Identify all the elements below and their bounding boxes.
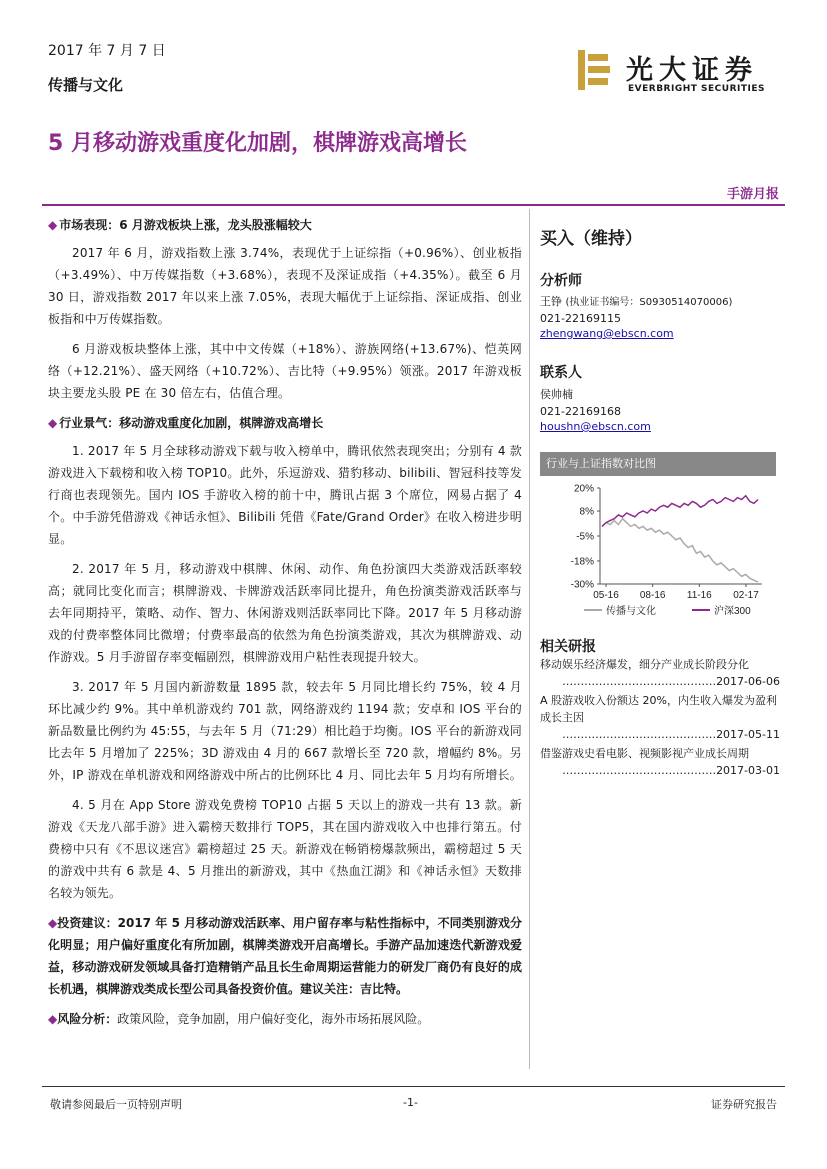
chart-lines bbox=[602, 496, 758, 582]
logo-cn-text: 光大证券 bbox=[626, 55, 758, 86]
footer-report-label: 证券研究报告 bbox=[711, 1098, 777, 1111]
diamond-icon: ◆ bbox=[48, 416, 58, 430]
x-tick-label: 02-17 bbox=[733, 590, 759, 601]
column-divider bbox=[529, 209, 530, 1069]
footer-divider bbox=[42, 1086, 785, 1087]
research-title: 移动娱乐经济爆发，细分产业成长阶段分化 bbox=[540, 658, 749, 671]
report-date: 2017 年 7 月 7 日 bbox=[48, 43, 166, 59]
y-tick-label: -5% bbox=[576, 531, 594, 543]
x-tick-label: 11-16 bbox=[686, 590, 712, 601]
y-tick-label: 8% bbox=[579, 506, 594, 518]
x-tick-label: 08-16 bbox=[639, 590, 666, 601]
diamond-icon: ◆ bbox=[48, 916, 58, 930]
main-column bbox=[48, 212, 522, 1030]
legend-label: 沪深300 bbox=[714, 606, 751, 617]
risk-analysis bbox=[48, 1008, 522, 1030]
page-number: -1- bbox=[403, 1096, 418, 1109]
research-title: 借鉴游戏史看电影、视频影视产业成长周期 bbox=[540, 747, 749, 760]
y-tick-label: -18% bbox=[570, 556, 594, 568]
market-paragraph-2: 6 月游戏板块整体上涨，其中中文传媒（+18%）、游族网络(+13.67%)、恺英网络（+12.21%）、盛天网络（+10.72%）、吉比特（+9.95%）领涨。2017 年游戏板块主要龙头股 PE 在 30 倍左右，估值合理。 bbox=[48, 342, 522, 400]
header-divider bbox=[42, 204, 785, 206]
research-item[interactable] bbox=[540, 745, 780, 779]
x-tick-label: 05-16 bbox=[593, 590, 619, 601]
investment-advice: ◆投资建议：2017 年 5 月移动游戏活跃率、用户留存率与粘性指标中，不同类别游戏分化明显；用户偏好重度化有所加剧，棋牌类游戏开启高增长。手游产品加速迭代新游戏爱益，移动游戏研发领域具备打造精销产品且长生命周期运营能力的研发厂商仍有良好的成长机遇，棋牌游戏类成长型公司具备投资价值。建议关注：吉比特。 bbox=[48, 916, 522, 996]
research-item[interactable] bbox=[540, 692, 780, 743]
diamond-icon: ◆ bbox=[48, 218, 58, 232]
contact-name: 侯帅楠 bbox=[540, 388, 573, 401]
industry-paragraph-1: 1. 2017 年 5 月全球移动游戏下载与收入榜单中，腾讯依然表现突出；分别有 4 款游戏进入下载榜和收入榜 TOP10。此外，乐逗游戏、猎豹移动、bilibili、智冠科技等发行商也表现领先。国内 IOS 手游收入榜的前十中，腾讯占据 3 个席位，网易占据了 4 个。中手游凭借游戏《神话永恒》、Bilibili 凭借《Fate/Grand Order》在收入榜进步明显。 bbox=[48, 444, 522, 546]
analyst-phone: 021-22169115 bbox=[540, 312, 621, 325]
rating: 买入（维持） bbox=[540, 229, 642, 249]
y-tick-label: -30% bbox=[570, 579, 594, 591]
related-research-list bbox=[540, 656, 780, 781]
market-paragraph-1: 2017 年 6 月，游戏指数上涨 3.74%，表现优于上证综指（+0.96%）、创业板指（+3.49%）、中万传媒指数（+3.68%），表现不及深证成指（+4.35%）。截至 6 月 30 日，游戏指数 2017 年以来上涨 7.05%，表现大幅优于上证综指、深证成指、创业板指和中万传媒指数。 bbox=[48, 246, 522, 326]
analyst-email-link[interactable]: zhengwang@ebscn.com bbox=[540, 327, 674, 340]
report-title: 5 月移动游戏重度化加剧，棋牌游戏高增长 bbox=[48, 131, 467, 156]
chart-legend bbox=[584, 604, 751, 617]
chart-title: 行业与上证指数对比图 bbox=[540, 452, 776, 476]
risk-label: 风险分析： bbox=[57, 1012, 118, 1026]
legend-label: 传播与文化 bbox=[606, 606, 656, 617]
risk-text: 政策风险，竞争加剧，用户偏好变化，海外市场拓展风险。 bbox=[117, 1012, 430, 1026]
logo-en-text: EVERBRIGHT SECURITIES bbox=[628, 84, 765, 94]
industry-section-heading: ◆ 行业景气：移动游戏重度化加剧，棋牌游戏高增长 bbox=[48, 416, 324, 430]
contact-heading: 联系人 bbox=[540, 365, 582, 381]
analyst-heading: 分析师 bbox=[540, 273, 582, 289]
industry-paragraph-2: 2. 2017 年 5 月，移动游戏中棋牌、休闲、动作、角色扮演四大类游戏活跃率较高；就同比变化而言；棋牌游戏、卡牌游戏活跃率同比提升，角色扮演类游戏活跃率与去年同期持平，策略、动作、智力、休闲游戏则活跃率同比下降。2017 年 5 月移动游戏的付费率整体同比微增；付费率最高的依然为角色扮演类游戏，其次为棋牌游戏、动作游戏。5 月手游留存率变幅剧烈，棋牌游戏用户粘性表现提升较大。 bbox=[48, 562, 522, 664]
series-line bbox=[602, 519, 758, 582]
report-type: 手游月报 bbox=[726, 187, 779, 202]
sector-label: 传播与文化 bbox=[48, 76, 124, 94]
research-title: A 股游戏收入份额达 20%，内生收入爆发为盈利成长主因 bbox=[540, 694, 777, 724]
comparison-chart bbox=[540, 478, 780, 626]
research-item[interactable] bbox=[540, 656, 780, 690]
related-research-heading: 相关研报 bbox=[540, 639, 596, 655]
contact-phone: 021-22169168 bbox=[540, 405, 621, 418]
y-tick-label: 20% bbox=[573, 483, 594, 495]
industry-paragraph-3: 3. 2017 年 5 月国内新游数量 1895 款，较去年 5 月同比增长约 75%，较 4 月环比减少约 9%。其中单机游戏约 701 款，网络游戏约 1194 款；安卓和 IOS 平台的新品数量比例约为 45:55，与去年 5 月（71:29）相比趋于均衡。IOS 平台的新游戏同比去年 5 月增加了 225%；3D 游戏由 4 月的 667 款增长至 720 款，增幅约 8%。另外，IP 游戏在单机游戏和网络游戏中所占的比例环比 4 月、同比去年 5 月均有所增长。 bbox=[48, 680, 522, 782]
market-section-heading: ◆ 市场表现：6 月游戏板块上涨，龙头股涨幅较大 bbox=[48, 218, 312, 232]
research-date: ……………………………………2017-06-06 bbox=[562, 675, 780, 688]
contact-email-link[interactable]: houshn@ebscn.com bbox=[540, 420, 651, 433]
research-date: ……………………………………2017-05-11 bbox=[562, 728, 780, 741]
analyst-name: 王铮 bbox=[540, 295, 562, 308]
research-date: ……………………………………2017-03-01 bbox=[562, 764, 780, 777]
industry-paragraph-4: 4. 5 月在 App Store 游戏免费榜 TOP10 占据 5 天以上的游戏一共有 13 款。新游戏《天龙八部手游》进入霸榜天数排行 TOP5，其在国内游戏收入中也排行第五。付费榜中只有《不思议迷宫》霸榜超过 25 天。新游戏在畅销榜爆款频出，霸榜超过 5 天的游戏中共有 6 款是 4、5 月推出的新游戏，其中《热血江湖》和《神话永恒》天数排名较为领先。 bbox=[48, 798, 522, 900]
footer-disclaimer: 敬请参阅最后一页特别声明 bbox=[50, 1098, 182, 1111]
analyst-cert: (执业证书编号：S0930514070006) bbox=[565, 297, 733, 308]
diamond-icon: ◆ bbox=[48, 1012, 58, 1026]
everbright-logo-icon bbox=[578, 50, 612, 90]
